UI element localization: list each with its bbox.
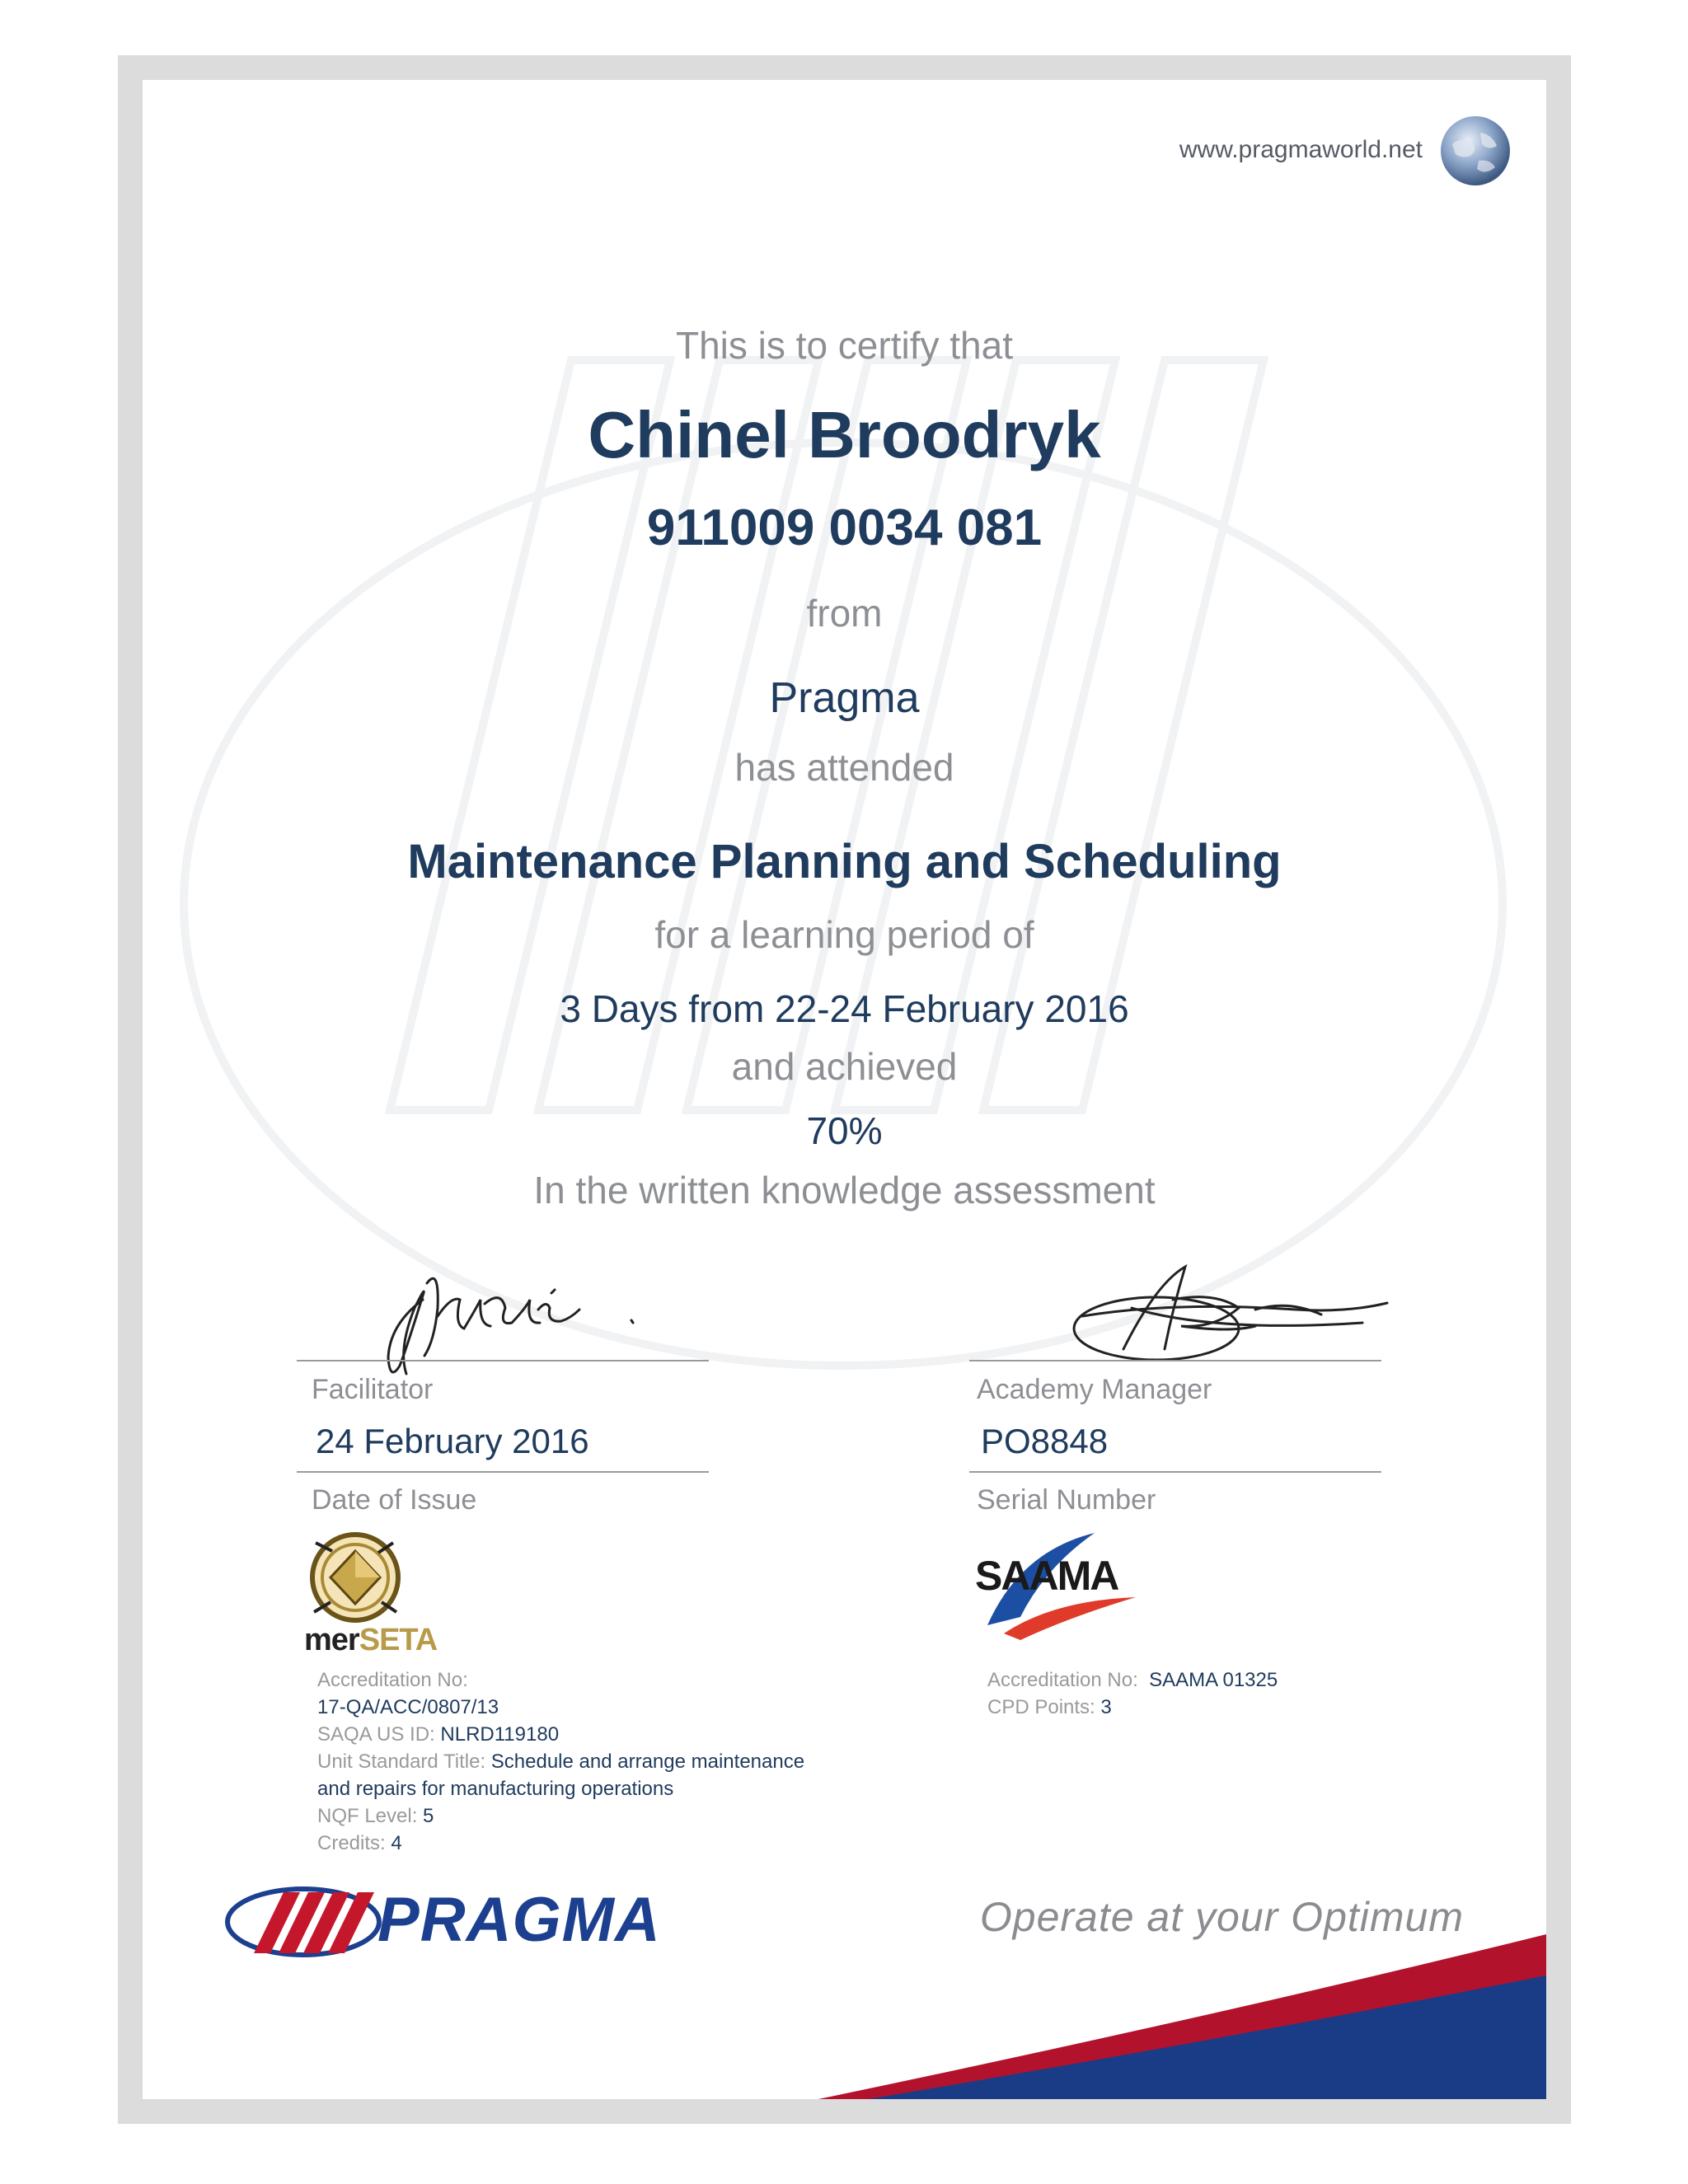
assessment-label: In the written knowledge assessment — [533, 1169, 1156, 1212]
serial-number-value: PO8848 — [981, 1422, 1109, 1460]
course-title: Maintenance Planning and Scheduling — [407, 835, 1282, 888]
recipient-name: Chinel Broodryk — [588, 398, 1101, 471]
manager-signature — [1049, 1250, 1437, 1382]
facilitator-signature — [349, 1250, 777, 1382]
facilitator-signature-line — [297, 1360, 709, 1361]
slogan: Operate at your Optimum — [979, 1894, 1464, 1940]
date-of-issue-line — [297, 1471, 709, 1473]
intro-text: This is to certify that — [675, 324, 1013, 367]
merseta-accreditation-value: 17-QA/ACC/0807/13 — [317, 1696, 499, 1718]
website-url[interactable]: www.pragmaworld.net — [1179, 136, 1423, 163]
unit-standard-value-line2: and repairs for manufacturing operations — [317, 1778, 674, 1800]
facilitator-label: Facilitator — [312, 1374, 434, 1405]
date-of-issue-label: Date of Issue — [312, 1484, 477, 1516]
saama-accreditation-label: Accreditation No: — [987, 1669, 1138, 1691]
footer-swoosh — [143, 1934, 1546, 2099]
saqa-label: SAQA US ID: — [317, 1723, 435, 1746]
merseta-logo-mer: mer — [304, 1623, 359, 1657]
manager-label: Academy Manager — [977, 1374, 1212, 1405]
nqf-level-value: 5 — [423, 1805, 434, 1827]
merseta-logo — [304, 1623, 437, 1658]
recipient-id-number: 911009 0034 081 — [646, 499, 1043, 556]
pragma-brand-text: PRAGMA — [377, 1885, 661, 1955]
period-label: for a learning period of — [654, 913, 1034, 956]
learning-period: 3 Days from 22-24 February 2016 — [560, 987, 1129, 1030]
saama-accreditation-value: SAAMA 01325 — [1149, 1669, 1278, 1691]
from-label: from — [806, 592, 883, 635]
unit-standard-value-line1: Schedule and arrange maintenance — [490, 1750, 805, 1773]
date-of-issue-value: 24 February 2016 — [316, 1422, 589, 1460]
nqf-level-label: NQF Level: — [317, 1805, 418, 1827]
assessment-score: 70% — [806, 1109, 883, 1152]
manager-signature-line — [969, 1360, 1381, 1361]
serial-number-line — [969, 1471, 1381, 1473]
unit-standard-label: Unit Standard Title: — [317, 1750, 486, 1773]
saama-logo-text: SAAMA — [975, 1553, 1118, 1599]
saqa-value: NLRD119180 — [440, 1723, 560, 1746]
certificate-paper — [143, 80, 1546, 2099]
saama-accreditation-block — [987, 1666, 1482, 1721]
company-name: Pragma — [769, 674, 920, 722]
cpd-points-value: 3 — [1100, 1696, 1112, 1718]
credits-value: 4 — [391, 1832, 402, 1854]
serial-number-label: Serial Number — [977, 1484, 1156, 1516]
merseta-logo-seta: SETA — [359, 1623, 438, 1657]
cpd-points-label: CPD Points: — [987, 1696, 1095, 1718]
merseta-accreditation-label: Accreditation No: — [317, 1669, 468, 1691]
merseta-emblem-icon — [307, 1526, 431, 1633]
achieved-label: and achieved — [731, 1045, 958, 1088]
credits-label: Credits: — [317, 1832, 386, 1854]
attended-label: has attended — [734, 746, 954, 789]
globe-icon — [1437, 113, 1513, 189]
merseta-accreditation-block — [317, 1666, 845, 1857]
